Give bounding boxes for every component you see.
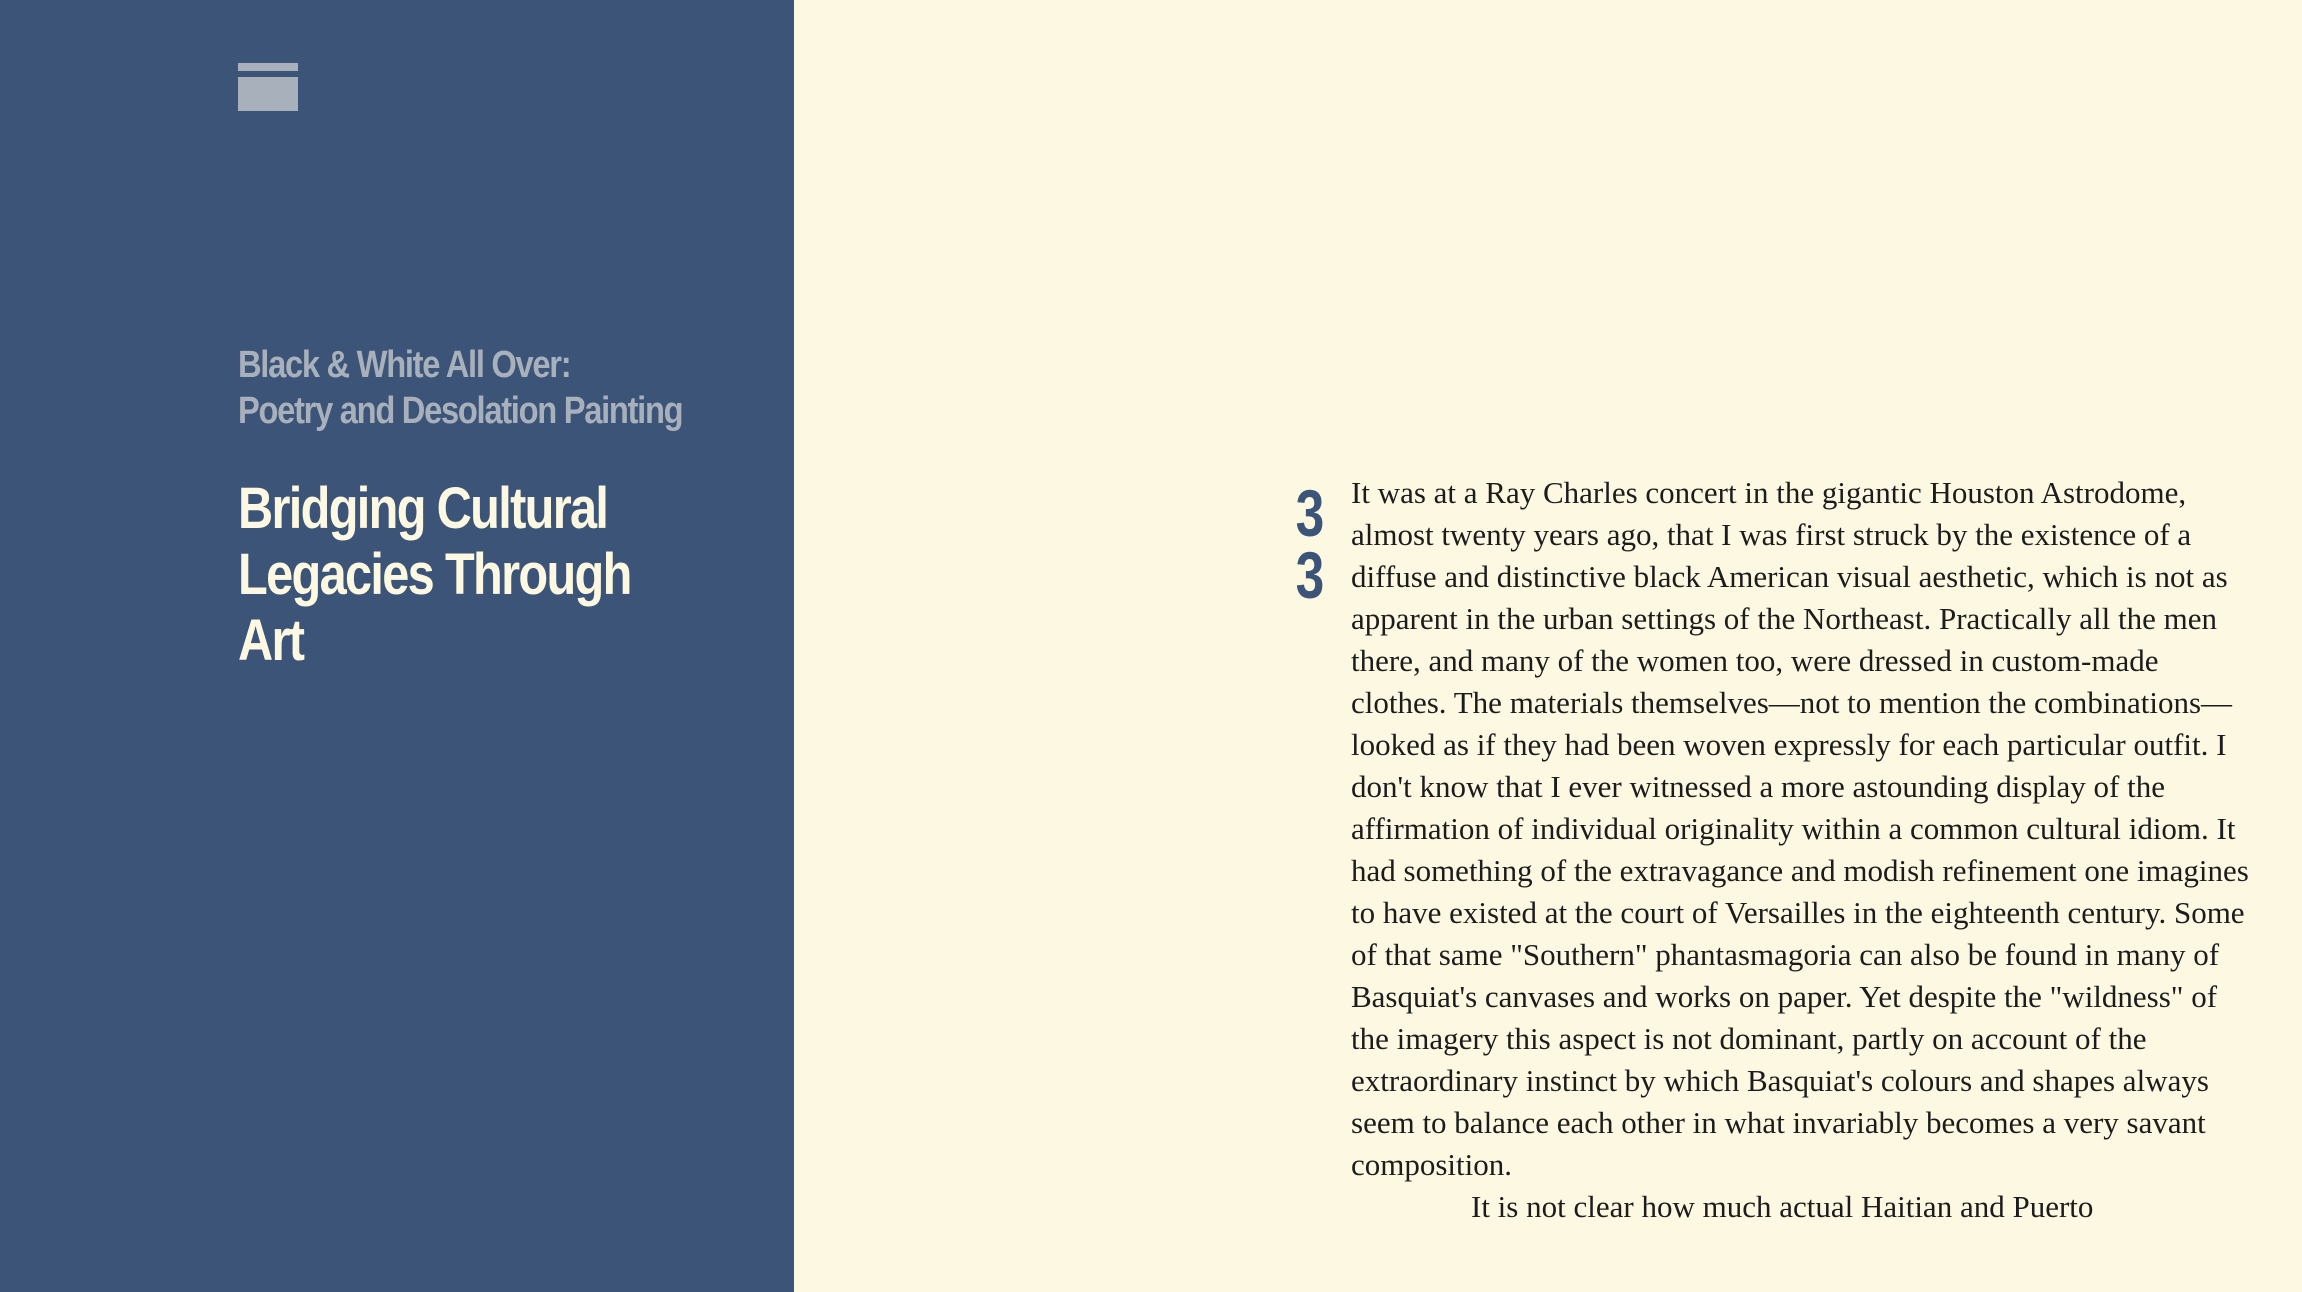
- article-body: [1351, 472, 2251, 1228]
- menu-icon-top-bar: [238, 63, 298, 71]
- page-number-digit: 3: [1295, 476, 1325, 550]
- chapter-subtitle: [238, 342, 685, 434]
- chapter-subtitle-line: Black & White All Over:: [238, 344, 571, 386]
- menu-icon[interactable]: [238, 63, 298, 111]
- chapter-title: [238, 476, 692, 674]
- article-paragraph: It was at a Ray Charles concert in the gigantic Houston Astrodome, almost twenty years ago, that I was first struck by the existence of a diffuse and distinctive black American visual aesthetic, which is not as apparent in the urban settings of the Northeast. Practically all the men there, and many of the women too, were dressed in custom-made clothes. The materials themselves—not to mention the combinations—looked as if they had been woven expressly for each particular outfit. I don't know that I ever witnessed a more astounding display of the affirmation of individual originality within a common cultural idiom. It had something of the extravagance and modish refinement one imagines to have existed at the court of Versailles in the eighteenth century. Some of that same "Southern" phantasmagoria can also be found in many of Basquiat's canvases and works on paper. Yet despite the "wildness" of the imagery this aspect is not dominant, partly on account of the extraordinary instinct by which Basquiat's colours and shapes always seem to balance each other in what invariably becomes a very savant composition.: [1351, 475, 2249, 1182]
- chapter-title-line: Bridging Cultural: [238, 476, 608, 541]
- chapter-title-line: Legacies Through Art: [238, 542, 631, 673]
- chapter-subtitle-line: Poetry and Desolation Painting: [238, 390, 683, 432]
- page-number-digit: 3: [1295, 538, 1325, 612]
- menu-icon-body: [238, 77, 298, 111]
- page-number: [1294, 476, 1325, 612]
- article-paragraph: It is not clear how much actual Haitian and Puerto: [1471, 1189, 2094, 1224]
- sidebar: [0, 0, 794, 1292]
